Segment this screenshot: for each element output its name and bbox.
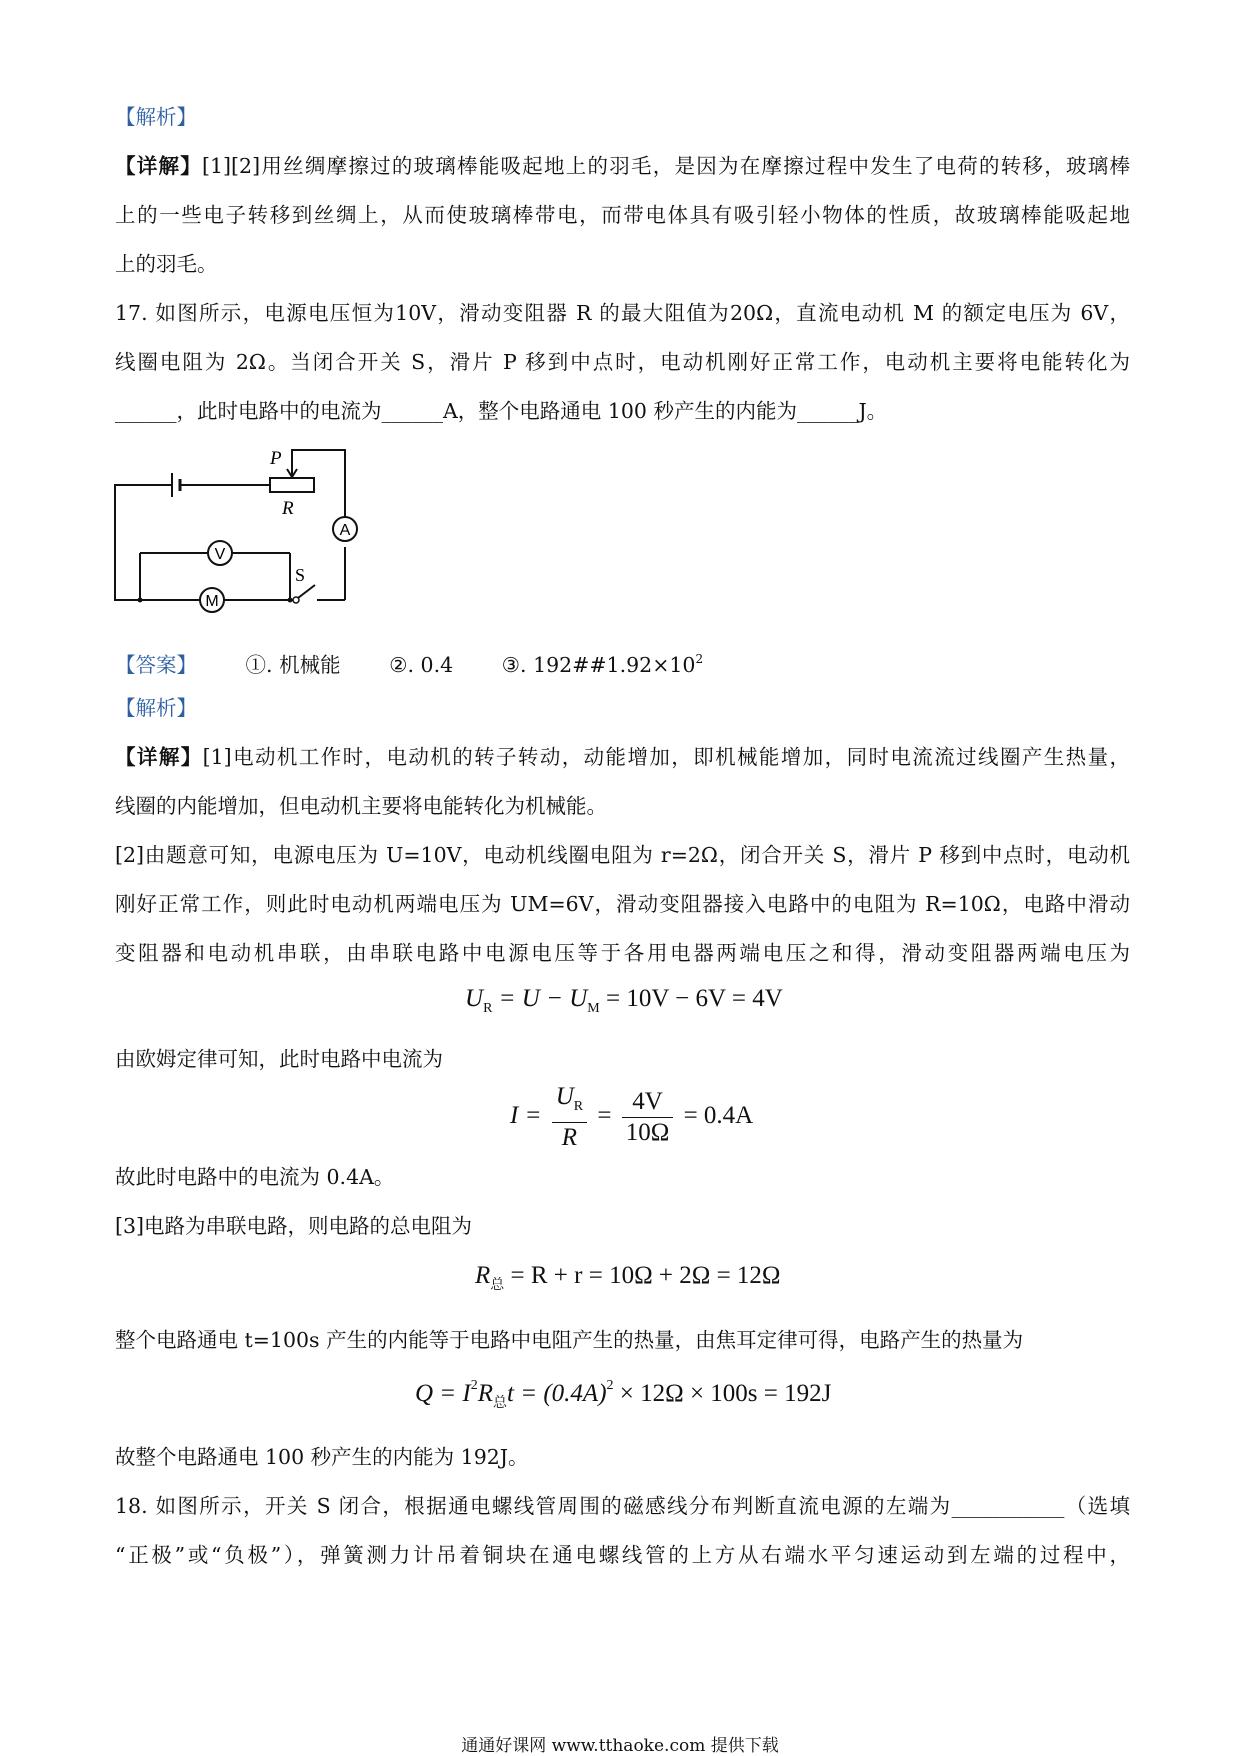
- paragraph-line: 整个电路通电 t=100s 产生的内能等于电路中电阻产生的热量，由焦耳定律可得，电路产生的热量为: [115, 1328, 1024, 1352]
- eq-symbol: R: [561, 1124, 578, 1151]
- analysis-heading: 【解析】: [115, 105, 197, 129]
- paragraph-line: 上的一些电子转移到丝绸上，从而使玻璃棒带电，而带电体具有吸引轻小物体的性质，故玻璃棒能吸起地: [115, 203, 1130, 227]
- eq-symbol: t = (0.4A): [507, 1380, 607, 1407]
- junction-dot: [288, 598, 293, 603]
- eq-result: × 12Ω × 100s = 192J: [613, 1380, 832, 1407]
- answer-3-exp: 2: [695, 652, 704, 666]
- circuit-diagram: [110, 445, 370, 620]
- eq-superscript: 2: [470, 1378, 478, 1393]
- answer-1: ①. 机械能: [245, 653, 341, 677]
- question-17-line: 线圈电阻为 2Ω。当闭合开关 S，滑片 P 移到中点时，电动机刚好正常工作，电动机主要将电能转化为: [115, 350, 1130, 374]
- eq-symbol: = U − U: [492, 985, 588, 1012]
- paragraph-line: 变阻器和电动机串联，由串联电路中电源电压等于各用电器两端电压之和得，滑动变阻器两端电压为: [115, 941, 1130, 965]
- answer-line: [115, 645, 1130, 679]
- answer-2: ②. 0.4: [389, 653, 454, 677]
- paragraph-line: 线圈的内能增加，但电动机主要将电能转化为机械能。: [115, 794, 607, 818]
- detail-tag: 【详解】: [115, 154, 202, 178]
- eq-symbol: R: [477, 1380, 494, 1407]
- eq-equals: =: [597, 1102, 612, 1130]
- eq-symbol: I =: [510, 1102, 542, 1130]
- eq-subscript: R: [483, 1001, 493, 1016]
- page-footer: 通通好课网 www.tthaoke.com 提供下载: [461, 1736, 779, 1756]
- junction-dot: [138, 598, 143, 603]
- eq-subscript: 总: [493, 1396, 508, 1411]
- eq-numerator: 4V: [622, 1087, 674, 1118]
- switch-label-s: S: [295, 565, 306, 585]
- equation-current: [510, 1082, 753, 1153]
- paragraph-line: [115, 152, 1130, 180]
- question-18-line: “正极”或“负极”），弹簧测力计吊着铜块在通电螺线管的上方从右端水平匀速运动到左端的过程中，: [115, 1543, 1130, 1567]
- paragraph-line: 上的羽毛。: [115, 252, 218, 276]
- analysis-heading: 【解析】: [115, 696, 197, 720]
- paragraph-line: 故此时电路中的电流为 0.4A。: [115, 1165, 395, 1189]
- eq-symbol: U: [555, 1083, 574, 1110]
- equation-ur: [465, 985, 783, 1017]
- answer-3-base: ③. 192##1.92×10: [501, 653, 696, 677]
- answer-3: [502, 653, 703, 677]
- paragraph-line: [115, 743, 1130, 771]
- eq-symbol: R: [475, 1262, 491, 1289]
- detail-text: [1]电动机工作时，电动机的转子转动，动能增加，即机械能增加，同时电流流过线圈产生热量，: [202, 745, 1130, 769]
- eq-symbol: Q = I: [415, 1380, 471, 1407]
- rheostat-label-r: R: [282, 498, 294, 519]
- switch-pivot: [293, 597, 299, 603]
- paragraph-line: 故整个电路通电 100 秒产生的内能为 192J。: [115, 1445, 529, 1469]
- answer-tag: 【答案】: [115, 653, 197, 677]
- fraction: [552, 1082, 587, 1153]
- eq-denominator: 10Ω: [625, 1119, 670, 1146]
- eq-result: = 10V − 6V = 4V: [599, 985, 783, 1012]
- eq-superscript: 2: [606, 1378, 614, 1393]
- question-18-line: 18. 如图所示，开关 S 闭合，根据通电螺线管周围的磁感线分布判断直流电源的左端为___________（选填: [115, 1494, 1130, 1518]
- slider-label-p: P: [270, 448, 282, 469]
- detail-text: [1][2]用丝绸摩擦过的玻璃棒能吸起地上的羽毛，是因为在摩擦过程中发生了电荷的转移，玻璃棒: [202, 154, 1131, 178]
- equation-heat: [415, 1378, 831, 1412]
- eq-result: = 0.4A: [683, 1102, 754, 1130]
- eq-subscript: M: [587, 1001, 600, 1016]
- equation-total-resistance: [475, 1262, 781, 1294]
- eq-subscript: R: [573, 1099, 584, 1114]
- paragraph-line: [3]电路为串联电路，则电路的总电阻为: [115, 1214, 473, 1238]
- eq-symbol: U: [465, 985, 484, 1012]
- voltmeter-label: V: [214, 546, 226, 563]
- fraction: [622, 1087, 674, 1148]
- eq-result: = R + r = 10Ω + 2Ω = 12Ω: [504, 1262, 781, 1289]
- paragraph-line: 由欧姆定律可知，此时电路中电流为: [115, 1047, 443, 1071]
- ammeter-label: A: [339, 522, 351, 539]
- motor-label: M: [205, 593, 219, 610]
- eq-subscript: 总: [490, 1278, 505, 1293]
- question-17-line: ______，此时电路中的电流为______A，整个电路通电 100 秒产生的内能为______J。: [115, 399, 888, 423]
- question-17-line: 17. 如图所示，电源电压恒为10V，滑动变阻器 R 的最大阻值为20Ω，直流电动机 M 的额定电压为 6V，: [115, 301, 1130, 325]
- detail-tag: 【详解】: [115, 745, 203, 769]
- paragraph-line: [2]由题意可知，电源电压为 U=10V，电动机线圈电阻为 r=2Ω，闭合开关 S，滑片 P 移到中点时，电动机: [115, 843, 1130, 867]
- paragraph-line: 刚好正常工作，则此时电动机两端电压为 UM=6V，滑动变阻器接入电路中的电阻为 R=10Ω，电路中滑动: [115, 892, 1130, 916]
